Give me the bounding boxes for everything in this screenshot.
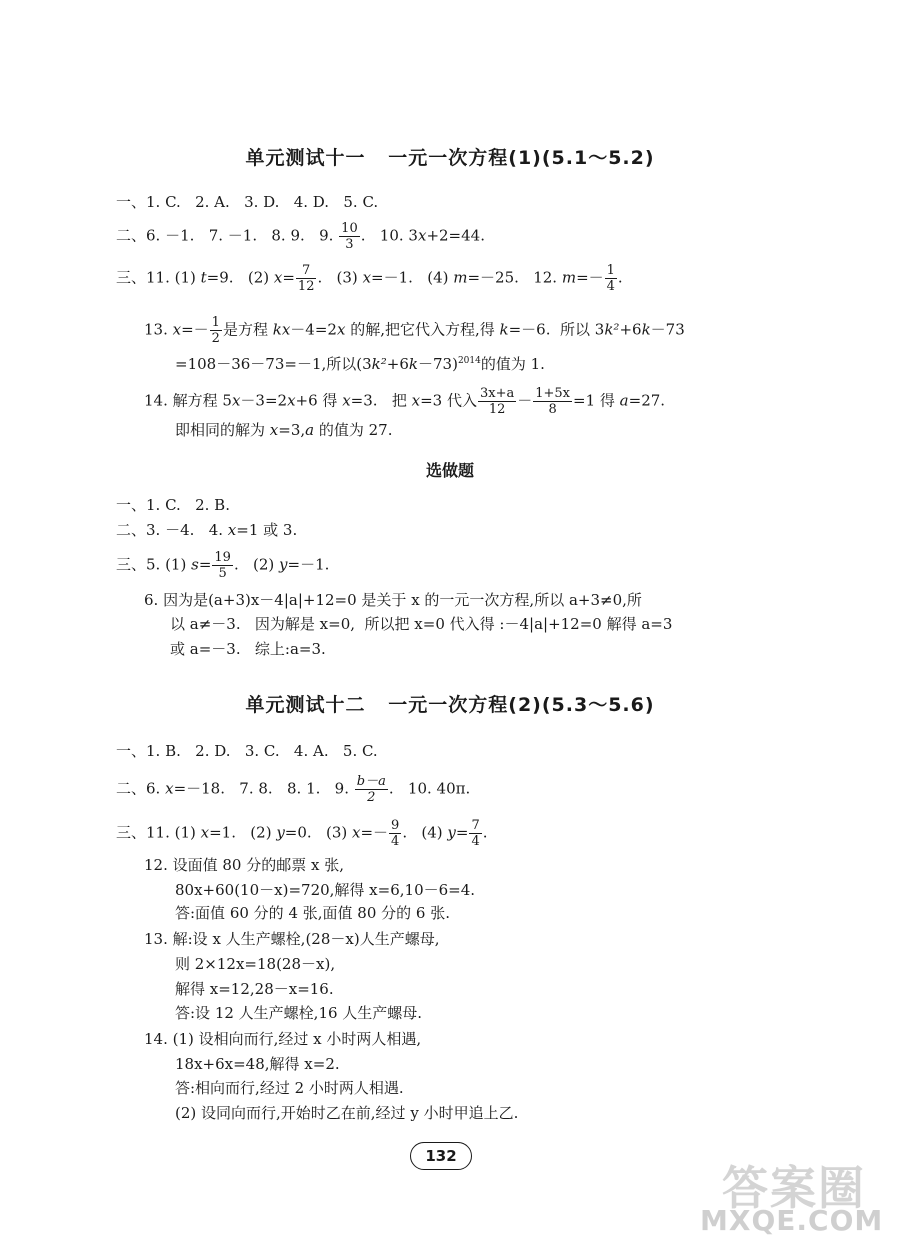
optional-title: 选做题 — [425, 461, 474, 480]
optional-q6-line3: 或 a=－3. 综上:a=3. — [170, 640, 326, 658]
unit11-q14-line2: 即相同的解为 x=3,a 的值为 27. — [175, 421, 393, 439]
fraction: $\frac{7}{12}$ — [297, 263, 315, 294]
fraction: $\frac{9}{4}$ — [391, 818, 400, 849]
fraction: $\frac{7}{4}$ — [471, 818, 480, 849]
unit12-section3: 三、11. (1) x=1. (2) y=0. (3) x=－ $\frac{9}{4}$ . (4) y= $\frac{7}{4}$ . — [116, 818, 488, 849]
unit11-section1: 一、1. C. 2. A. 3. D. 4. D. 5. C. — [116, 193, 379, 211]
optional-section3: 三、5. (1) s= $\frac{19}{5}$ . (2) y=－1. — [116, 550, 330, 581]
unit12-q12-line1: 12. 设面值 80 分的邮票 x 张, — [144, 856, 345, 874]
unit12-section2: 二、6. x=－18. 7. 8. 8. 1. 9. $\frac{b-a}{2}$ . 10. 40π. — [116, 774, 471, 805]
unit12-title: 单元测试十二 一元一次方程(2)(5.3～5.6) — [245, 694, 655, 716]
optional-q6-line2: 以 a≠－3. 因为解是 x=0, 所以把 x=0 代入得 :－4|a|+12=0 解得 a=3 — [170, 615, 673, 633]
unit11-q13-line2: =108－36－73=－1,所以$(3k^2+6k-73)^{2014}$的值为 1. — [175, 355, 545, 373]
unit12-section1: 一、1. B. 2. D. 3. C. 4. A. 5. C. — [116, 742, 378, 760]
unit12-q14-line4: (2) 设同向而行,开始时乙在前,经过 y 小时甲追上乙. — [175, 1104, 519, 1122]
fraction: $\frac{1}{2}$ — [211, 315, 220, 346]
fraction: $\frac{19}{5}$ — [214, 550, 231, 581]
fraction: $\frac{3x+a}{12}$ — [479, 386, 515, 417]
fraction: $\frac{1}{4}$ — [606, 263, 615, 294]
page-number: 132 — [410, 1142, 472, 1170]
unit11-section3: 三、11. (1) t=9. (2) x= $\frac{7}{12}$ . (3) x=－1. (4) m=－25. 12. m=－ $\frac{1}{4}$ . — [116, 263, 623, 294]
watermark-logo: 答案圈 — [722, 1161, 866, 1215]
fraction: $\frac{b-a}{2}$ — [356, 774, 386, 805]
unit11-title: 单元测试十一 一元一次方程(1)(5.1～5.2) — [245, 147, 655, 169]
unit11-section2: 二、6. －1. 7. －1. 8. 9. 9. $\frac{10}{3}$ . 10. 3x+2=44. — [116, 221, 485, 252]
optional-section2: 二、3. －4. 4. x=1 或 3. — [116, 521, 298, 539]
unit12-q12-line3: 答:面值 60 分的 4 张,面值 80 分的 6 张. — [175, 904, 450, 922]
unit12-q14-line3: 答:相向而行,经过 2 小时两人相遇. — [175, 1079, 404, 1097]
unit11-q14-line1: 14. 解方程 5x－3=2x+6 得 x=3. 把 x=3 代入 $\frac{3x+a}{12}$ － $\frac{1+5x}{8}$ =1 得 a=27. — [144, 386, 666, 417]
unit12-q13-line1: 13. 解:设 x 人生产螺栓,(28－x)人生产螺母, — [144, 930, 440, 948]
watermark-url: MXQE.COM — [700, 1204, 884, 1237]
unit12-q14-line2: 18x+6x=48,解得 x=2. — [175, 1055, 340, 1073]
unit12-q13-line4: 答:设 12 人生产螺栓,16 人生产螺母. — [175, 1004, 423, 1022]
unit11-q13-line1: 13. x=－ $\frac{1}{2}$ 是方程 kx－4=2x 的解,把它代入方程,得 k=－6. 所以 3k²+6k－73 — [144, 315, 685, 346]
unit12-q14-line1: 14. (1) 设相向而行,经过 x 小时两人相遇, — [144, 1030, 422, 1048]
fraction: $\frac{1+5x}{8}$ — [535, 386, 571, 417]
optional-q6-line1: 6. 因为是(a+3)x－4|a|+12=0 是关于 x 的一元一次方程,所以 a+3≠0,所 — [144, 591, 642, 609]
unit12-q12-line2: 80x+60(10－x)=720,解得 x=6,10－6=4. — [175, 881, 476, 899]
fraction: $\frac{10}{3}$ — [341, 221, 358, 252]
optional-section1: 一、1. C. 2. B. — [116, 496, 230, 514]
unit12-q13-line2: 则 2×12x=18(28－x), — [175, 955, 336, 973]
unit12-q13-line3: 解得 x=12,28－x=16. — [175, 980, 334, 998]
